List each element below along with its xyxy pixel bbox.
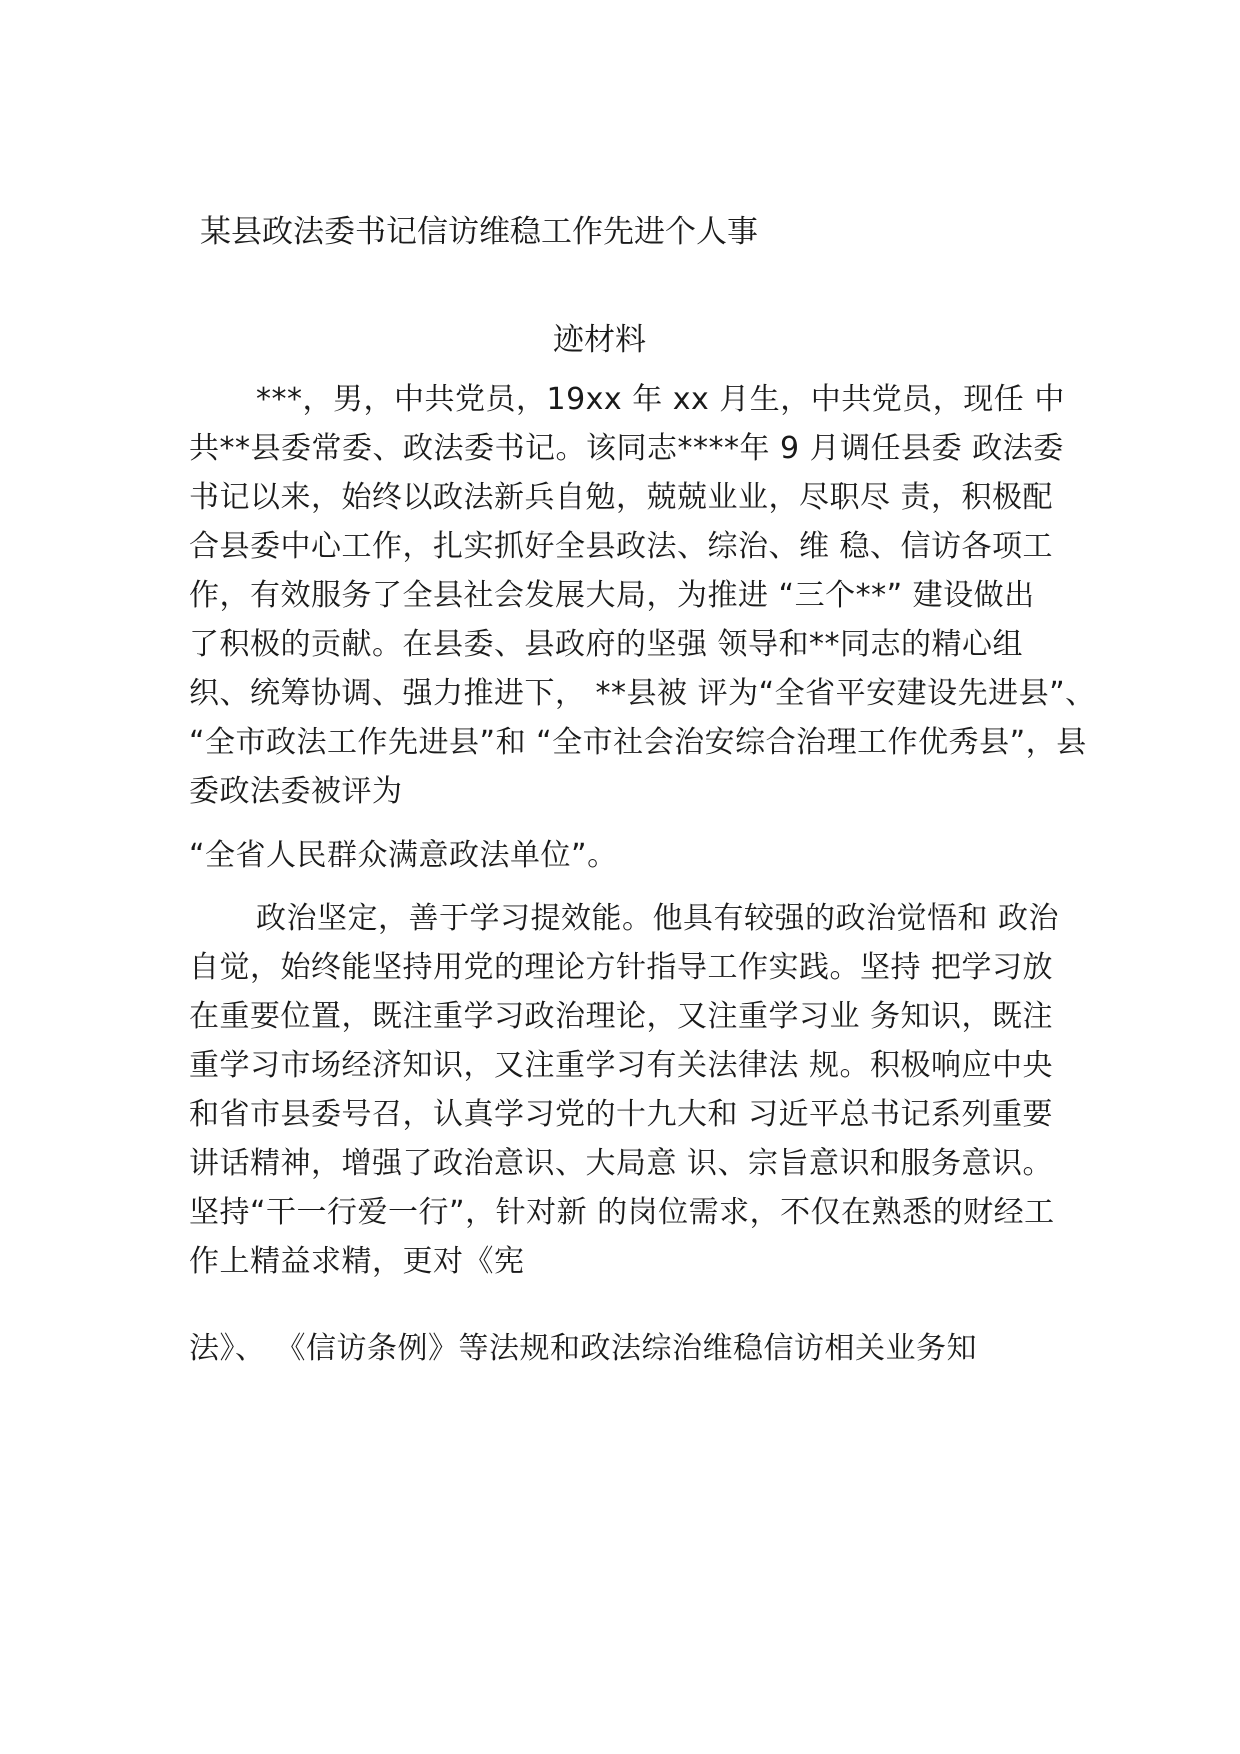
paragraph-1-line-6: 了积极的贡献。在县委、县政府的坚强 领导和**同志的精心组 xyxy=(189,627,1024,662)
paragraph-2-line-6: 讲话精神，增强了政治意识、大局意 识、宗旨意识和服务意识。 xyxy=(189,1146,1054,1181)
paragraph-2-line-3: 在重要位置，既注重学习政治理论，又注重学习业 务知识，既注 xyxy=(189,999,1054,1034)
paragraph-1-line-4: 合县委中心工作，扎实抓好全县政法、综治、维 稳、信访各项工 xyxy=(189,529,1054,564)
paragraph-2-tail: 法》、 《信访条例》等法规和政法综治维稳信访相关业务知 xyxy=(189,1331,978,1366)
paragraph-1-line-3: 书记以来，始终以政法新兵自勉，兢兢业业，尽职尽 责，积极配 xyxy=(189,480,1054,515)
paragraph-1-line-8: “全市政法工作先进县”和 “全市社会治安综合治理工作优秀县”，县 xyxy=(189,725,1087,760)
paragraph-2-line-8: 作上精益求精，更对《宪 xyxy=(189,1244,525,1279)
paragraph-1-line-1: ***，男，中共党员，19xx 年 xx 月生，中共党员，现任 中 xyxy=(256,382,1065,417)
paragraph-1-line-9: 委政法委被评为 xyxy=(189,774,403,809)
document-title-line-2: 迹材料 xyxy=(553,322,646,358)
paragraph-2-line-4: 重学习市场经济知识，又注重学习有关法律法 规。积极响应中央 xyxy=(189,1048,1054,1083)
paragraph-2-line-2: 自觉，始终能坚持用党的理论方针指导工作实践。坚持 把学习放 xyxy=(189,950,1054,985)
paragraph-1-tail: “全省人民群众满意政法单位”。 xyxy=(189,838,618,873)
paragraph-1-line-2: 共**县委常委、政法委书记。该同志****年 9 月调任县委 政法委 xyxy=(189,431,1064,466)
paragraph-2-line-1: 政治坚定，善于学习提效能。他具有较强的政治觉悟和 政治 xyxy=(256,901,1060,936)
paragraph-2-line-7: 坚持“干一行爱一行”，针对新 的岗位需求，不仅在熟悉的财经工 xyxy=(189,1195,1055,1230)
paragraph-2-line-5: 和省市县委号召，认真学习党的十九大和 习近平总书记系列重要 xyxy=(189,1097,1054,1132)
document-title-line-1: 某县政法委书记信访维稳工作先进个人事 xyxy=(200,214,758,250)
paragraph-1-line-7: 织、统筹协调、强力推进下， **县被 评为“全省平安建设先进县”、 xyxy=(189,676,1096,711)
paragraph-1-line-5: 作，有效服务了全县社会发展大局，为推进 “三个**” 建设做出 xyxy=(189,578,1035,613)
